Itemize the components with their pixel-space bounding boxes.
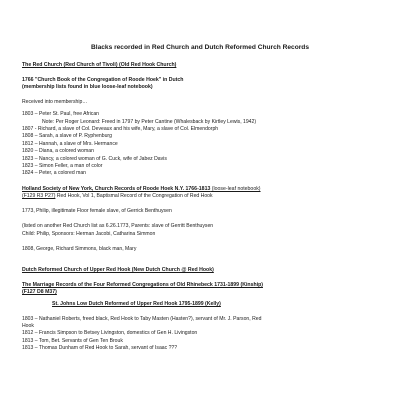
- holland-society-notebook: (loose-leaf notebook): [210, 185, 261, 192]
- membership-entry: 1803 – Peter St. Paul, free African: [22, 111, 100, 118]
- membership-entry: 1812 – Hannah, a slave of Mrs. Hermance: [22, 140, 118, 147]
- st-johns-heading: St. Johns Low Dutch Reformed of Upper Red Hook 1795-1899 (Kelly): [52, 300, 221, 307]
- section-heading-red-church: The Red Church (Red Church of Tivoli) (Old Red Hook Church): [22, 61, 177, 68]
- section-heading-dutch-reformed: Dutch Reformed Church of Upper Red Hook (New Dutch Church @ Red Hook): [22, 266, 214, 273]
- membership-entry: 1823 – Simon Feller, a man of color: [22, 162, 103, 169]
- baptismal-record-ref: [22, 193, 378, 200]
- baptism-note: Child: Philip, Sponsors: Herman Jacobi, Catharina Simmon: [22, 230, 156, 237]
- subheading-church-book: 1766 "Church Book of the Congregation of Roode Hoek" in Dutch: [22, 76, 184, 83]
- received-into-membership: Received into membership…: [22, 98, 88, 105]
- membership-entry: 1824 – Peter, a colored man: [22, 170, 86, 177]
- holland-society-title: Holland Society of New York, Church Records of Roode Hoek N.Y. 1766-1813: [22, 185, 211, 192]
- marriage-entry: 1813 – Thomas Dunham of Red Hook to Sarah, servant of Isaac ???: [22, 345, 178, 352]
- marriage-entry: 1812 – Francis Simpson to Betsey Livingston, domestics of Gen H. Livingston: [22, 330, 198, 337]
- marriage-entry: Hook: [22, 323, 34, 330]
- baptism-entry: 1773, Philip, illegitimate Floor female slave, of Gerrick Benthuysen: [22, 208, 172, 215]
- membership-entry: 1820 – Diana, a colored woman: [22, 148, 94, 155]
- subheading-membership-lists: (membership lists found in blue loose-leaf notebook): [22, 83, 153, 90]
- ref-code: (F129 R3 P27): [22, 192, 56, 199]
- membership-entry: 1807 - Richard, a slave of Col. Deveaux and his wife, Mary, a slave of Col. Elmendorph: [22, 126, 219, 133]
- marriage-records-heading: The Marriage Records of the Four Reformed Congregations of Old Rhinebeck 1731-1899 (Kinship): [22, 281, 263, 288]
- membership-note: Note: Per Roger Leonard: Freed in 1797 by Peter Cantine (Whalesback by Kirtley Lewis, 1942): [42, 118, 257, 125]
- holland-society-heading: [22, 186, 378, 193]
- marriage-entry: 1813 – Tom, Bet. Servants of Gen Ten Brouk: [22, 337, 123, 344]
- document-title: Blacks recorded in Red Church and Dutch Reformed Church Records: [90, 44, 309, 51]
- membership-entry: 1823 – Nancy, a colored woman of G. Cuck, wife of Jabez Davis: [22, 155, 167, 162]
- marriage-records-code: (F127 D8 M37): [22, 288, 57, 295]
- marriage-entry: 1803 – Nathaniel Roberts, freed black, Red Hook to Taby Masten (Hasten?), servant of Mr. J. Parson, Red: [22, 315, 262, 322]
- membership-entry: 1808 – Sarah, a slave of P. Ryphenburg: [22, 133, 112, 140]
- baptism-note: (listed on another Red Church list as 6.26.1773, Parents: slave of Gerritt Benthuysen: [22, 223, 214, 230]
- baptism-entry: 1808, George, Richard Simmons, black man, Mary: [22, 246, 137, 253]
- ref-description: Red Hook, Vol 1, Baptismal Record of the Congregation of Red Hook: [55, 192, 213, 199]
